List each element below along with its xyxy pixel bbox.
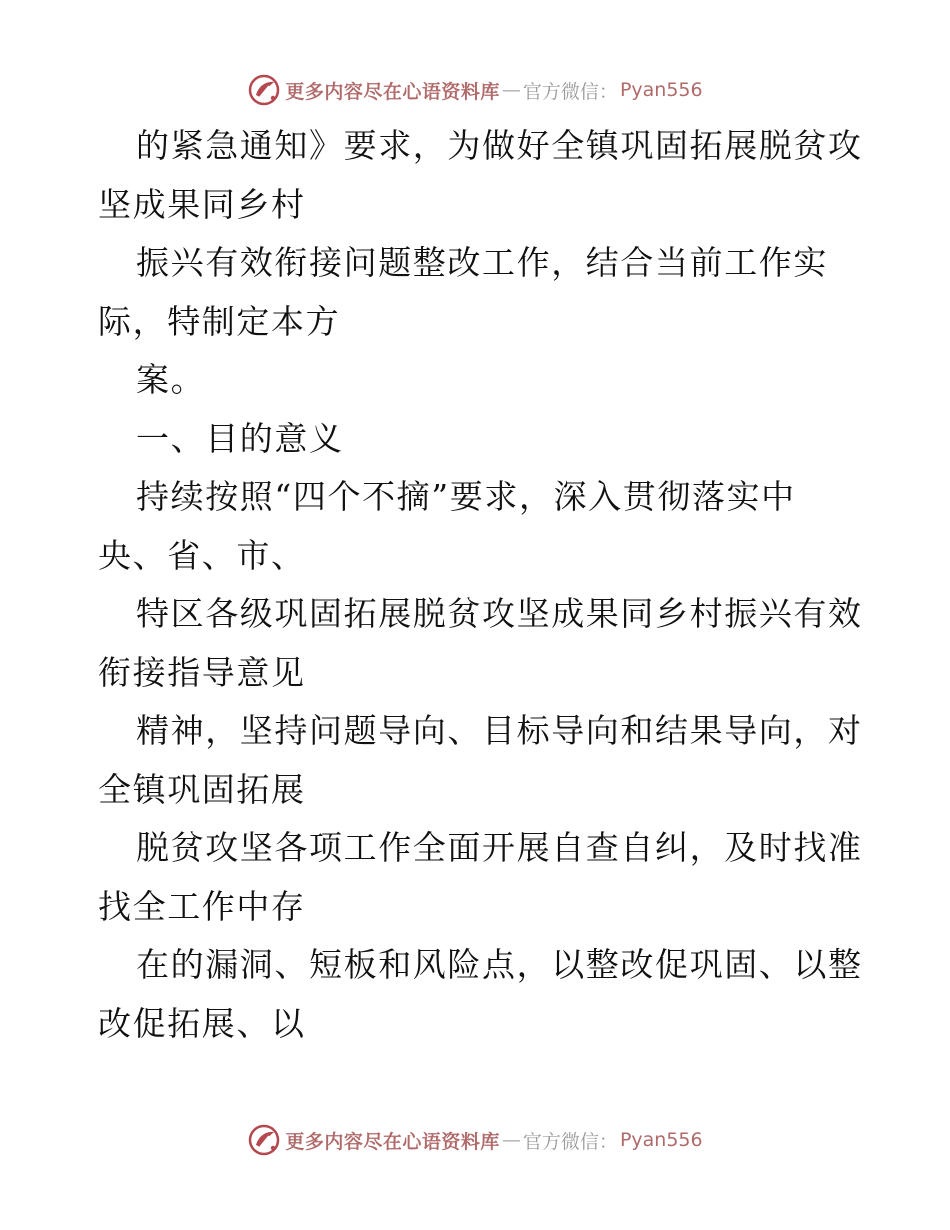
text-line: 在的漏洞、短板和风险点，以整改促巩固、以整 bbox=[136, 945, 863, 984]
text-line: 持续按照“四个不摘”要求，深入贯彻落实中 bbox=[136, 477, 796, 516]
text-line: 改促拓展、以 bbox=[98, 1003, 306, 1043]
text-line: 际，特制定本方 bbox=[98, 301, 341, 341]
text-line: 全镇巩固拓展 bbox=[98, 769, 306, 809]
text-line: 的紧急通知》要求，为做好全镇巩固拓展脱贫攻 bbox=[136, 126, 863, 165]
brand-logo-icon bbox=[247, 73, 281, 107]
text-line: 找全工作中存 bbox=[98, 886, 306, 926]
watermark-id: Pyan556 bbox=[619, 79, 703, 101]
watermark-prefix: 更多内容尽在心语资料库 bbox=[285, 1130, 500, 1153]
watermark-dash: — bbox=[501, 79, 521, 101]
text-line: 特区各级巩固拓展脱贫攻坚成果同乡村振兴有效 bbox=[136, 594, 863, 633]
text-line: 央、省、市、 bbox=[98, 535, 306, 575]
text-line: 振兴有效衔接问题整改工作，结合当前工作实 bbox=[136, 243, 828, 282]
text-line: 精神，坚持问题导向、目标导向和结果导向，对 bbox=[136, 711, 863, 750]
brand-logo-icon bbox=[247, 1123, 281, 1157]
body-text bbox=[98, 117, 898, 1053]
text-line: 坚成果同乡村 bbox=[98, 184, 306, 224]
text-line: 案。 bbox=[136, 360, 206, 399]
watermark-id: Pyan556 bbox=[619, 1129, 703, 1151]
header-watermark bbox=[0, 70, 950, 110]
text-line: 脱贫攻坚各项工作全面开展自查自纠，及时找准 bbox=[136, 828, 863, 867]
footer-watermark bbox=[0, 1120, 950, 1160]
watermark-prefix: 更多内容尽在心语资料库 bbox=[285, 80, 500, 103]
section-heading: 一、目的意义 bbox=[136, 418, 344, 458]
text-line: 衔接指导意见 bbox=[98, 652, 306, 692]
watermark-dash: — bbox=[501, 1129, 521, 1151]
watermark-suffix: 官方微信： bbox=[522, 1130, 618, 1153]
watermark-suffix: 官方微信： bbox=[522, 80, 618, 103]
